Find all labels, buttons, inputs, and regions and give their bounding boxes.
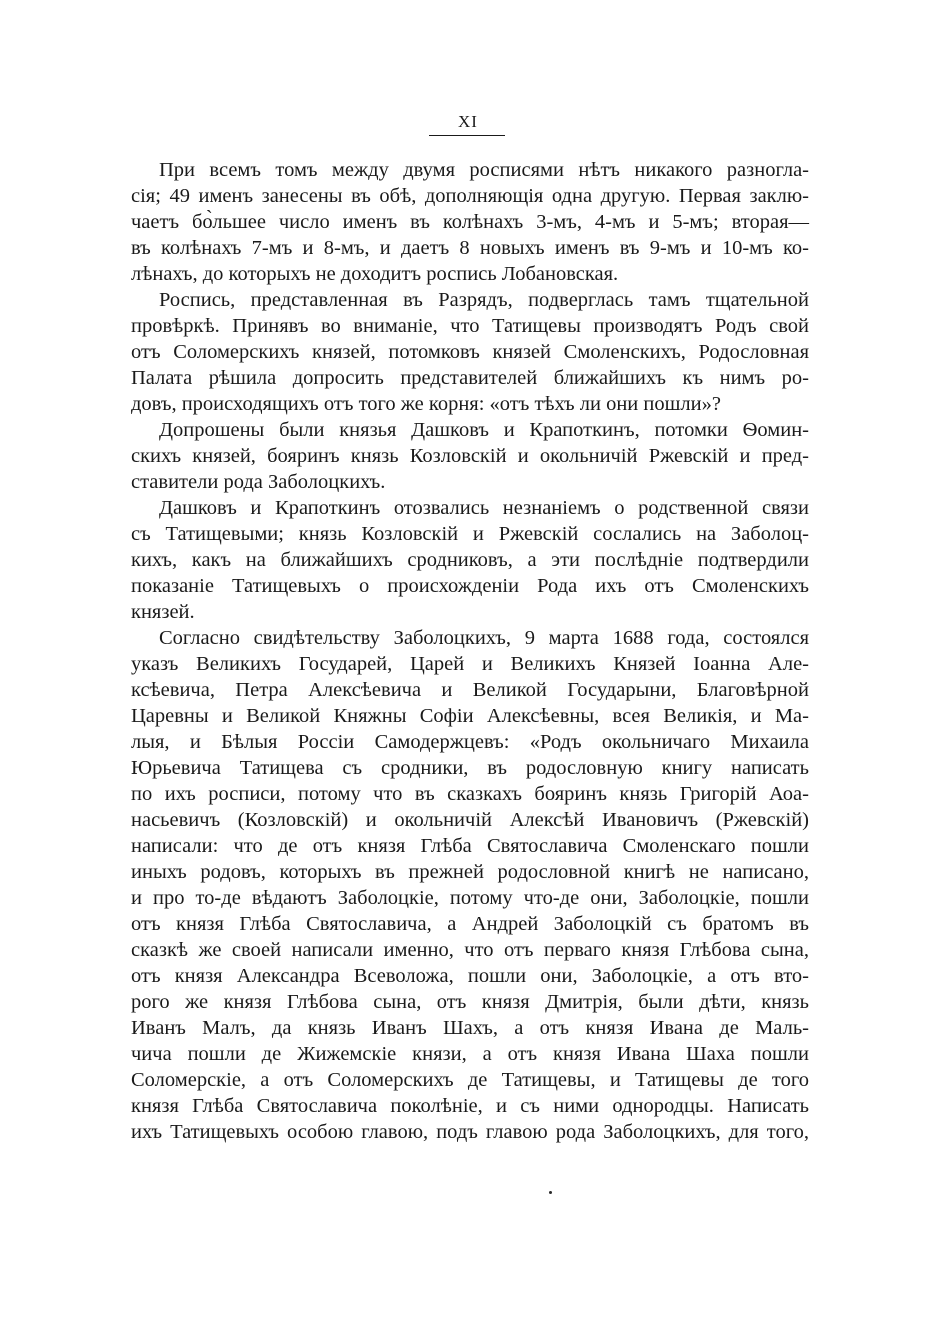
text-line: Иванъ Малъ, да князь Иванъ Шахъ, а отъ князя Ивана де Маль- bbox=[131, 1017, 809, 1039]
text-line: рого же князя Глѣбова сына, отъ князя Дмитрія, были дѣти, князь bbox=[131, 991, 809, 1013]
text-line: князя Глѣба Святославича поколѣніе, и съ ними однородцы. Написать bbox=[131, 1095, 809, 1117]
text-line: Юрьевича Татищева съ сродники, въ родословную книгу написать bbox=[131, 757, 809, 779]
text-line: чаетъ бо̀льшее число именъ въ колѣнахъ 3-мъ, 4-мъ и 5-мъ; вторая— bbox=[131, 211, 809, 233]
text-line: указъ Великихъ Государей, Царей и Великихъ Князей Іоанна Але- bbox=[131, 653, 809, 675]
text-line: написали: что де отъ князя Глѣба Святославича Смоленскаго пошли bbox=[131, 835, 809, 857]
page-number: XI bbox=[458, 112, 478, 131]
body-text bbox=[131, 157, 809, 1145]
text-line: провѣркѣ. Принявъ во вниманіе, что Татищевы производятъ Родъ свой bbox=[131, 315, 809, 337]
text-line: При всемъ томъ между двумя росписями нѣтъ никакого разногла- bbox=[159, 159, 809, 181]
text-line: кихъ, какъ на ближайшихъ сродниковъ, а эти послѣдніе подтвердили bbox=[131, 549, 809, 571]
page-number-rule bbox=[429, 135, 505, 136]
text-line: Допрошены были князья Дашковъ и Крапоткинъ, потомки Ѳомин- bbox=[159, 419, 809, 441]
text-line: по ихъ росписи, потому что въ сказкахъ бояринъ князь Григорій Аоа- bbox=[131, 783, 809, 805]
text-line: отъ князя Александра Всеволожа, пошли они, Заболоцкіе, а отъ вто- bbox=[131, 965, 809, 987]
text-line: Роспись, представленная въ Разрядъ, подверглась тамъ тщательной bbox=[159, 289, 809, 311]
text-line: Соломерскіе, а отъ Соломерскихъ де Татищевы, и Татищевы де того bbox=[131, 1069, 809, 1091]
text-line: иныхъ родовъ, которыхъ въ прежней родословной книгѣ не написано, bbox=[131, 861, 809, 883]
text-line: показаніе Татищевыхъ о происхожденіи Рода ихъ отъ Смоленскихъ bbox=[131, 575, 809, 597]
text-line: сія; 49 именъ занесены въ обѣ, дополняющія одна другую. Первая заклю- bbox=[131, 185, 809, 207]
text-line: Согласно свидѣтельству Заболоцкихъ, 9 марта 1688 года, состоялся bbox=[159, 627, 809, 649]
text-line: и про то-де вѣдаютъ Заболоцкіе, потому что-де они, Заболоцкіе, пошли bbox=[131, 887, 809, 909]
text-line: въ колѣнахъ 7-мъ и 8-мъ, и даетъ 8 новыхъ именъ въ 9-мъ и 10-мъ ко- bbox=[131, 237, 809, 259]
text-line: лѣнахъ, до которыхъ не доходитъ роспись Лобановская. bbox=[131, 263, 619, 285]
text-line: скихъ князей, бояринъ князь Козловскій и окольничій Ржевскій и пред- bbox=[131, 445, 809, 467]
text-line: отъ Соломерскихъ князей, потомковъ князей Смоленскихъ, Родословная bbox=[131, 341, 809, 363]
text-line: отъ князя Глѣба Святославича, а Андрей Заболоцкій съ братомъ въ bbox=[131, 913, 809, 935]
text-line: Палата рѣшила допросить представителей ближайшихъ къ нимъ ро- bbox=[131, 367, 809, 389]
text-line: ксѣевича, Петра Алексѣевича и Великой Государыни, Благовѣрной bbox=[131, 679, 809, 701]
text-line: ихъ Татищевыхъ особою главою, подъ главою рода Заболоцкихъ, для того, bbox=[131, 1121, 809, 1143]
text-line: довъ, происходящихъ отъ того же корня: «отъ тѣхъ ли они пошли»? bbox=[131, 393, 721, 415]
text-line: Дашковъ и Крапоткинъ отозвались незнаніемъ о родственной связи bbox=[159, 497, 809, 519]
text-line: ставители рода Заболоцкихъ. bbox=[131, 471, 386, 493]
print-speck bbox=[549, 1191, 552, 1194]
text-line: съ Татищевыми; князь Козловскій и Ржевскій сослались на Заболоц- bbox=[131, 523, 809, 545]
text-line: сказкѣ же своей написали именно, что отъ перваго князя Глѣбова сына, bbox=[131, 939, 809, 961]
text-line: чича пошли де Жижемскіе князи, а отъ князя Ивана Шаха пошли bbox=[131, 1043, 809, 1065]
text-line: князей. bbox=[131, 601, 195, 623]
text-line: лыя, и Бѣлыя Россіи Самодержцевъ: «Родъ окольничаго Михаила bbox=[131, 731, 809, 753]
text-line: Царевны и Великой Княжны Софіи Алексѣевны, всея Великія, и Ма- bbox=[131, 705, 809, 727]
text-line: насьевичъ (Козловскій) и окольничій Алексѣй Ивановичъ (Ржевскій) bbox=[131, 809, 809, 831]
